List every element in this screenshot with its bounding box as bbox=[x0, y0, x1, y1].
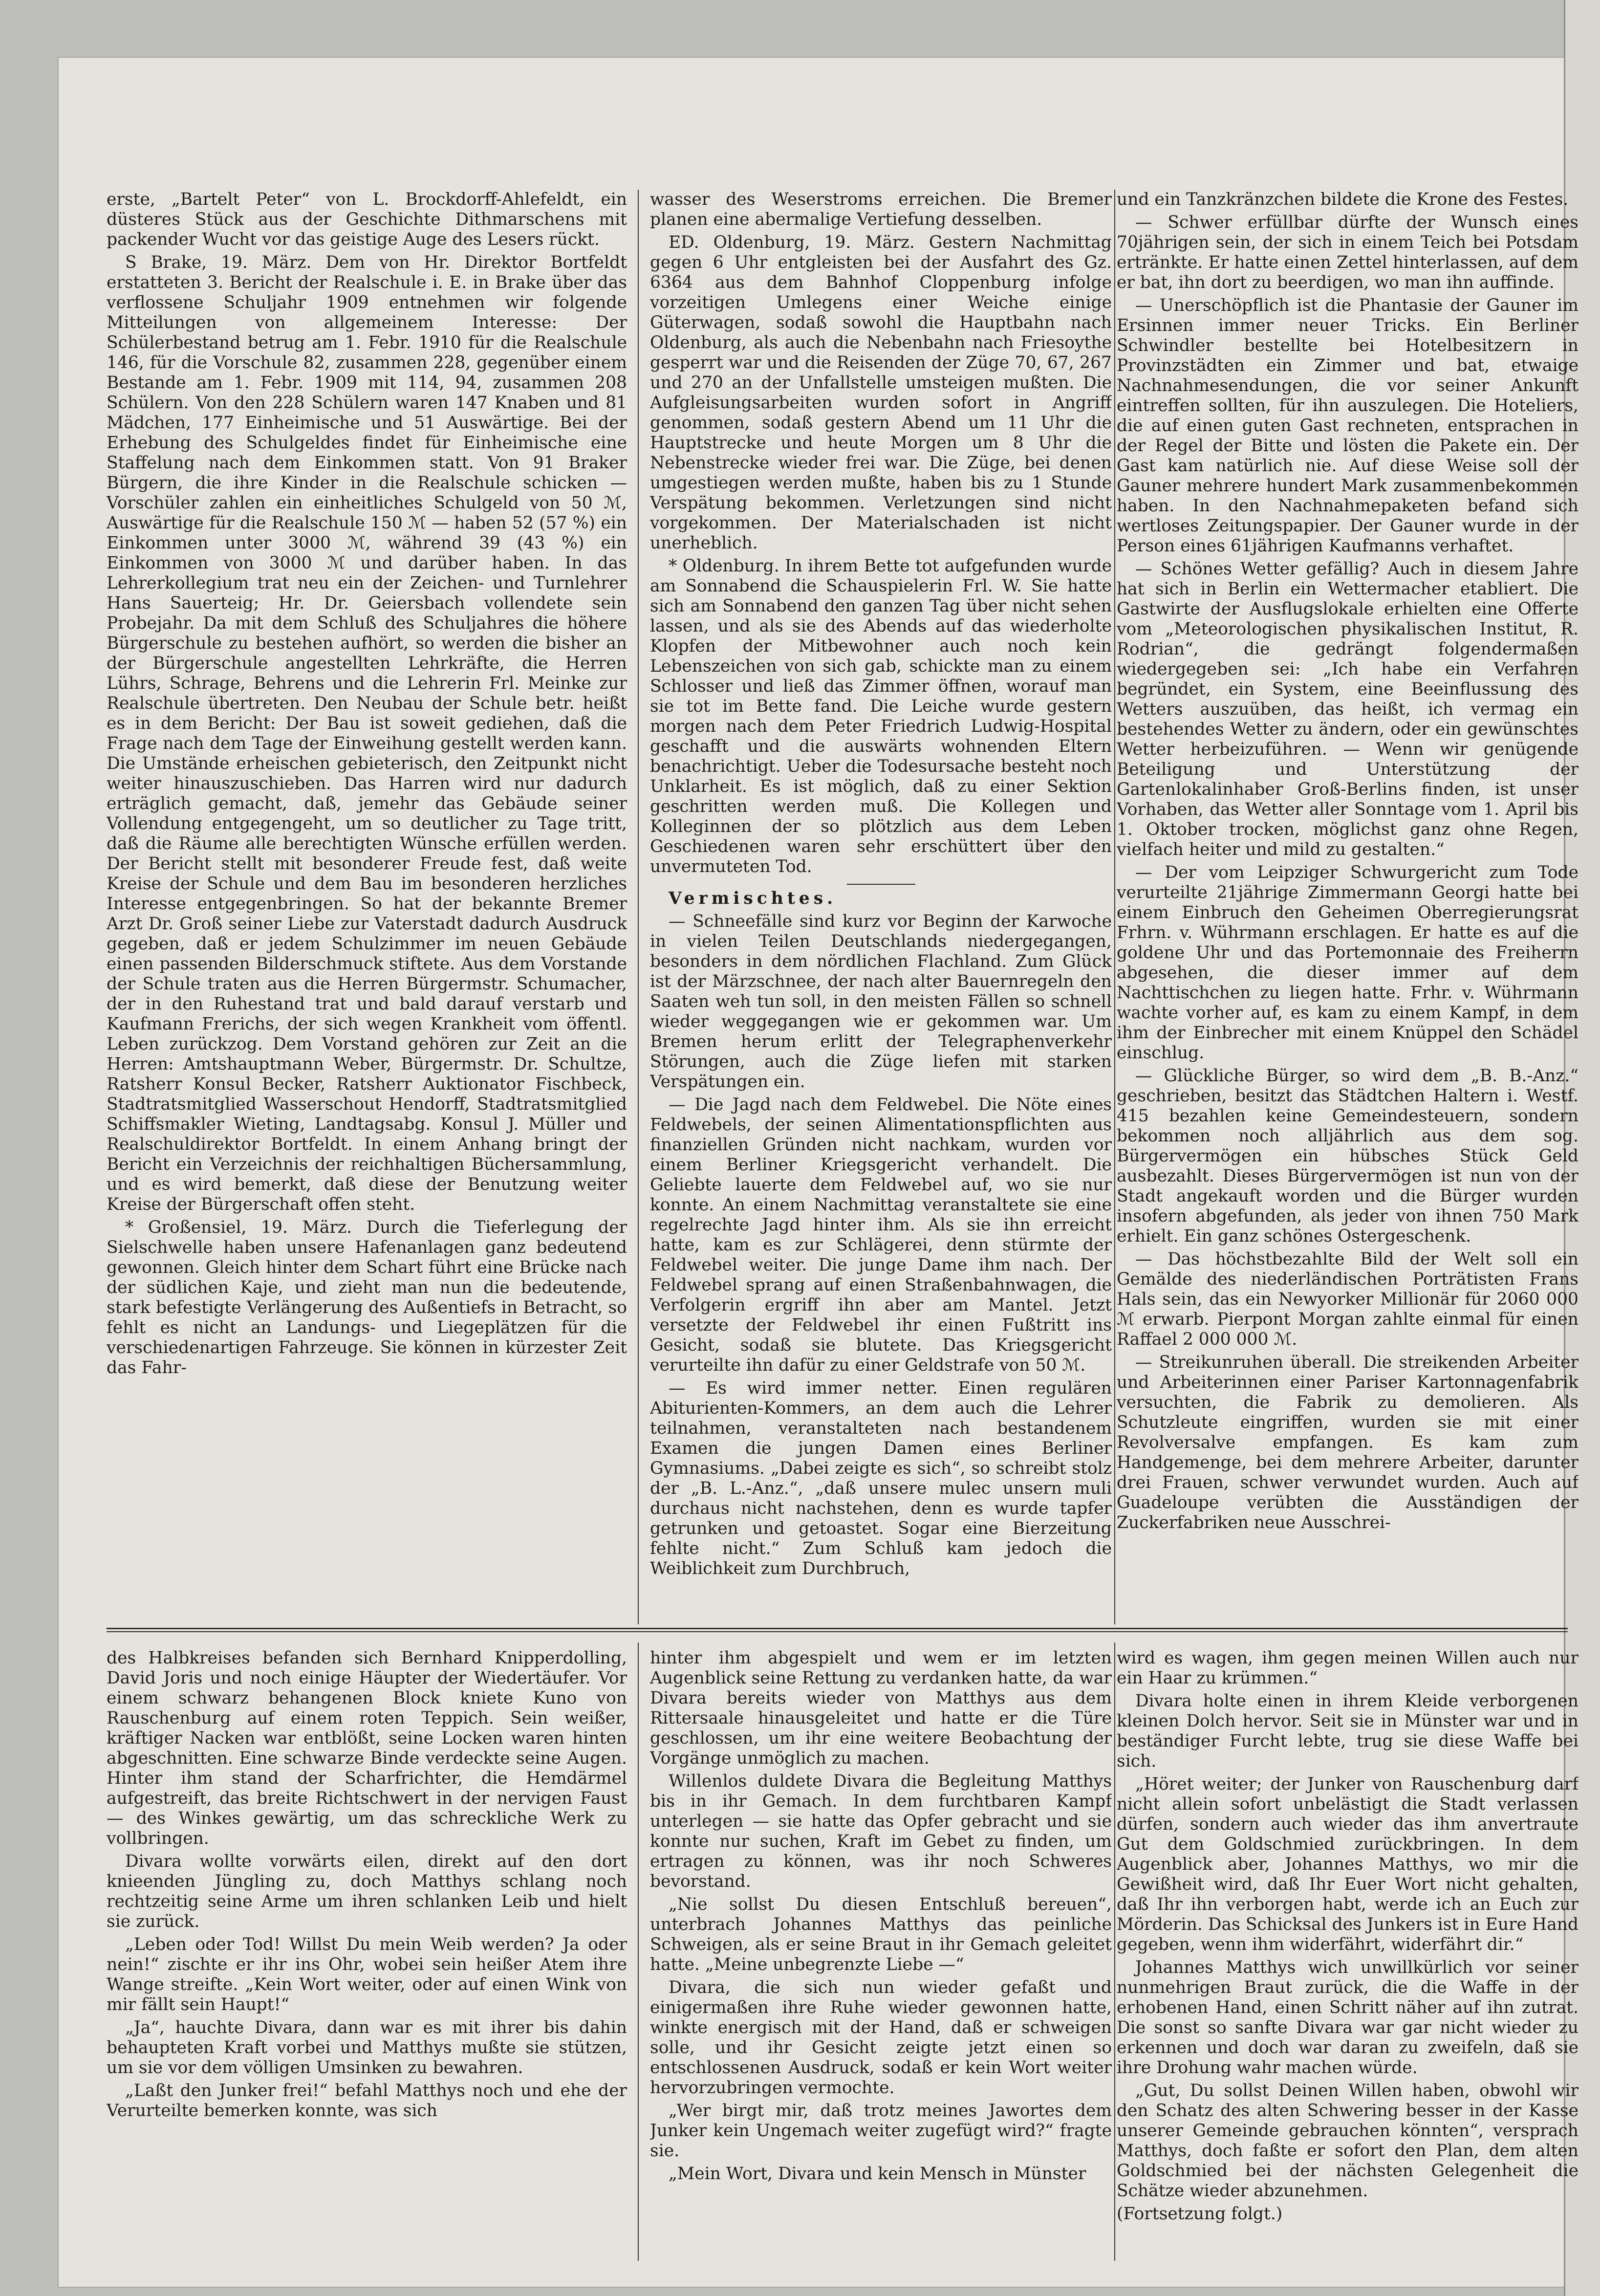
paragraph: Johannes Matthys wich unwillkürlich vor seiner nunmehrigen Braut zurück, die die Waffe in der erhobenen Hand, einen Schritt näher auf ihn zutrat. Die sonst so sanfte Divara war gar nicht wieder zu erkennen und doch war daran zu zweifeln, daß sie ihre Drohung wahr machen würde. bbox=[1117, 1958, 1578, 2077]
paragraph: wasser des Weserstroms erreichen. Die Bremer planen eine abermalige Vertiefung desselben. bbox=[650, 190, 1112, 229]
paragraph: des Halbkreises befanden sich Bernhard Knipperdolling, David Joris und noch einige Häupter der Wiedertäufer. Vor einem schwarz behangenen Block kniete Kuno von Rauschenburg auf einem roten Teppich. Sein weißer, kräftiger Nacken war entblößt, seine Locken waren hinten abgeschnitten. Eine schwarze Binde verdeckte seine Augen. Hinter ihm stand der Scharfrichter, die Hemdärmel aufgestreift, das breite Richtschwert in der nervigen Faust — des Winkes gewärtig, um das schreckliche Werk zu vollbringen. bbox=[107, 1648, 627, 1848]
paragraph: „Leben oder Tod! Willst Du mein Weib werden? Ja oder nein!“ zischte er ihr ins Ohr, wobei sein heißer Atem ihre Wange streifte. „Kein Wort weiter, oder auf einen Wink von mir fällt sein Haupt!“ bbox=[107, 1935, 627, 2014]
paragraph: Divara wollte vorwärts eilen, direkt auf den dort knieenden Jüngling zu, doch Matthys schlang noch rechtzeitig seine Arme um ihren schlanken Leib und hielt sie zurück. bbox=[107, 1852, 627, 1931]
paragraph: — Glückliche Bürger, so wird dem „B. B.-Anz.“ geschrieben, besitzt das Städtchen Haltern i. Westf. 415 bezahlen keine Gemeindesteuern, sondern bekommen noch alljährlich aus dem sog. Bürgervermögen ein hübsches Stück Geld ausbezahlt. Dieses Bürgervermögen ist nun von der Stadt angekauft worden und die Bürger wurden insofern abgefunden, als jeder von ihnen 750 Mark erhielt. Ein ganz schönes Ostergeschenk. bbox=[1117, 1066, 1578, 1246]
paragraph: „Höret weiter; der Junker von Rauschenburg darf nicht allein sofort unbelästigt die Stadt verlassen dürfen, sondern auch wieder das ihm anvertraute Gut dem Goldschmied zurückbringen. In dem Augenblick aber, Johannes Matthys, wo mir die Gewißheit wird, daß Ihr Euer Wort nicht gehalten, daß Ihr ihn verborgen habt, werde ich an Euch zur Mörderin. Das Schicksal des Junkers ist in Eure Hand gegeben, wenn ihm widerfährt, widerfährt dir.“ bbox=[1117, 1774, 1578, 1954]
paragraph: — Das höchstbezahlte Bild der Welt soll ein Gemälde des niederländischen Porträtisten Frans Hals sein, das ein Newyorker Millionär für 2060 000 ℳ erwarb. Pierpont Morgan zahlte einmal für einen Raffael 2 000 000 ℳ. bbox=[1117, 1249, 1578, 1349]
paragraph: S Brake, 19. März. Dem von Hr. Direktor Bortfeldt erstatteten 3. Bericht der Realschule i. E. in Brake über das verflossene Schuljahr 1909 entnehmen wir folgende Mitteilungen von allgemeinem Interesse: Der Schülerbestand betrug am 1. Febr. 1910 für die Realschule 146, für die Vorschule 82, zusammen 228, gegenüber einem Bestande am 1. Febr. 1909 mit 114, 94, zusammen 208 Schülern. Von den 228 Schülern waren 147 Knaben und 81 Mädchen, 177 Einheimische und 51 Auswärtige. Bei der Erhebung des Schulgeldes findet für Einheimische eine Staffelung nach dem Einkommen statt. Von 91 Braker Bürgern, die ihre Kinder in die Realschule schicken — Vorschüler zahlen ein einheitliches Schulgeld von 50 ℳ, Auswärtige für die Realschule 150 ℳ — haben 52 (57 %) ein Einkommen unter 3000 ℳ, während 39 (43 %) ein Einkommen von 3000 ℳ und darüber haben. In das Lehrerkollegium trat neu ein der Zeichen- und Turnlehrer Hans Sauerteig; Hr. Dr. Geiersbach vollendete sein Probejahr. Da mit dem Schluß des Schuljahres die höhere Bürgerschule zu bestehen aufhört, so werden die bisher an der Bürgerschule angestellten Lehrkräfte, die Herren Lührs, Schrage, Behrens und die Lehrerin Frl. Meinke zur Realschule übertreten. Den Neubau der Schule betr. heißt es in dem Bericht: Der Bau ist soweit gediehen, daß die Frage nach dem Tage der Einweihung gestellt werden kann. Die Umstände erheischen gebieterisch, den Zeitpunkt nicht weiter hinauszuschieben. Das Harren wird nur dadurch erträglich gemacht, daß, jemehr das Gebäude seiner Vollendung entgegengeht, um so deutlicher zu Tage tritt, daß die Räume alle berechtigten Wünsche erfüllen werden. Der Bericht stellt mit besonderer Freude fest, daß weite Kreise der Schule und dem Bau im besonderen herzliches Interesse entgegenbringen. So hat der bekannte Bremer Arzt Dr. Groß seiner Liebe zur Vaterstadt dadurch Ausdruck gegeben, daß er jedem Schulzimmer im neuen Gebäude einen passenden Bilderschmuck stiftete. Aus dem Vorstande der Schule traten aus die Herren Bürgermstr. Schumacher, der in den Ruhestand trat und bald darauf verstarb und Kaufmann Frerichs, der sich wegen Krankheit vom öffentl. Leben zurückzog. Dem Vorstand gehören zur Zeit an die Herren: Amtshauptmann Weber, Bürgermstr. Dr. Schultze, Ratsherr Konsul Becker, Ratsherr Auktionator Fischbeck, Stadtratsmitglied Wasserschout Hendorff, Stadtratsmitglied Schiffsmakler Wieting, Landtagsabg. Konsul J. Müller und Realschuldirektor Bortfeldt. In einem Anhang bringt der Bericht ein Verzeichnis der reichhaltigen Büchersammlung, und es wird bemerkt, daß diese der Benutzung weiter Kreise der Bürgerschaft offen steht. bbox=[107, 253, 627, 1214]
column-rule bbox=[638, 1642, 639, 2261]
paragraph: — Schneefälle sind kurz vor Beginn der Karwoche in vielen Teilen Deutschlands niedergegangen, besonders in dem nördlichen Flachland. Zum Glück ist der Märzschnee, der nach alter Bauernregeln den Saaten weh tun soll, in den meisten Fällen so schnell wieder weggegangen wie er gekommen war. Um Bremen herum erlitt der Telegraphenverkehr Störungen, auch die Züge liefen mit starken Verspätungen ein. bbox=[650, 912, 1112, 1092]
paragraph: — Die Jagd nach dem Feldwebel. Die Nöte eines Feldwebels, der seinen Alimentationspflichten aus finanziellen Gründen nicht nachkam, wurden vor einem Berliner Kriegsgericht verhandelt. Die Geliebte lauerte dem Feldwebel auf, wo sie nur konnte. An einem Nachmittag veranstaltete sie eine regelrechte Jagd hinter ihm. Als sie ihn erreicht hatte, kam es zur Schlägerei, denn stürmte der Feldwebel weiter. Die junge Dame ihm nach. Der Feldwebel sprang auf einen Straßenbahnwagen, die Verfolgerin ergriff ihn aber am Mantel. Jetzt versetzte der Feldwebel ihr einen Fußtritt ins Gesicht, sodaß sie blutete. Das Kriegsgericht verurteilte ihn dafür zu einer Geldstrafe von 50 ℳ. bbox=[650, 1095, 1112, 1375]
paragraph: wird es wagen, ihm gegen meinen Willen auch nur ein Haar zu krümmen.“ bbox=[1117, 1648, 1578, 1688]
feuilleton-column-3 bbox=[1117, 1648, 1578, 2259]
paragraph: „Laßt den Junker frei!“ befahl Matthys noch und ehe der Verurteilte bemerken konnte, was sich bbox=[107, 2081, 627, 2121]
feuilleton-column-1 bbox=[107, 1648, 627, 2259]
paragraph: „Mein Wort, Divara und kein Mensch in Münster bbox=[669, 2164, 1086, 2184]
section-separator bbox=[847, 884, 915, 885]
paragraph: Divara holte einen in ihrem Kleide verborgenen kleinen Dolch hervor. Seit sie in Münster war und in beständiger Furcht lebte, trug sie diese Waffe bei sich. bbox=[1117, 1691, 1578, 1771]
paragraph: erste, „Bartelt Peter“ von L. Brockdorff-Ahlefeldt, ein düsteres Stück aus der Geschichte Dithmarschens mit packender Wucht vor das geistige Auge des Lesers rückt. bbox=[107, 190, 627, 249]
paragraph: — Streikunruhen überall. Die streikenden Arbeiter und Arbeiterinnen einer Pariser Kartonnagenfabrik versuchten, die Fabrik zu demolieren. Als Schutzleute eingriffen, wurden sie mit einer Revolversalve empfangen. Es kam zum Handgemenge, bei dem mehrere Arbeiter, darunter drei Frauen, schwer verwundet wurden. Auch auf Guadeloupe verübten die Ausständigen der Zuckerfabriken neue Ausschrei- bbox=[1117, 1353, 1578, 1532]
column-rule bbox=[638, 190, 639, 1624]
continuation-note: (Fortsetzung folgt.) bbox=[1117, 2204, 1283, 2224]
paragraph: hinter ihm abgespielt und wem er im letzten Augenblick seine Rettung zu verdanken hatte, da war Divara bereits wieder von Matthys aus dem Rittersaale hinausgeleitet und hatte er die Türe geschlossen, um ihr eine weitere Beobachtung der Vorgänge unmöglich zu machen. bbox=[650, 1648, 1112, 1768]
news-column-2 bbox=[650, 190, 1112, 1622]
paragraph: — Schwer erfüllbar dürfte der Wunsch eines 70jährigen sein, der sich in einem Teich bei Potsdam ertränkte. Er hatte einen Zettel hinterlassen, auf dem er bat, ihn dort zu beerdigen, wo man ihn auffinde. bbox=[1117, 213, 1578, 292]
column-rule bbox=[1114, 1642, 1115, 2261]
feuilleton-rule bbox=[107, 1631, 1568, 1632]
paragraph: Divara, die sich nun wieder gefaßt und einigermaßen ihre Ruhe wieder gewonnen hatte, winkte energisch mit der Hand, daß er schweigen solle, und ihr Gesicht zeigte jetzt einen so entschlossenen Ausdruck, sodaß er kein Wort weiter hervorzubringen vermochte. bbox=[650, 1978, 1112, 2098]
paragraph: — Unerschöpflich ist die Phantasie der Gauner im Ersinnen immer neuer Tricks. Ein Berliner Schwindler bestellte bei Hotelbesitzern in Provinzstädten ein Zimmer und bat, etwaige Nachnahmesendungen, die vor seiner Ankunft eintreffen sollten, für ihn auszulegen. Die Hoteliers, die auf einen guten Gast rechneten, entsprachen in der Regel der Bitte und lösten die Pakete ein. Der Gast kam natürlich nie. Auf diese Weise soll der Gauner mehrere hundert Mark zusammenbekommen haben. In den Nachnahmepaketen befand sich wertloses Zeitungspapier. Der Gauner wurde in der Person eines 61jährigen Kaufmanns verhaftet. bbox=[1117, 296, 1578, 556]
news-column-3 bbox=[1117, 190, 1578, 1622]
feuilleton-column-2 bbox=[650, 1648, 1112, 2259]
paragraph: Willenlos duldete Divara die Begleitung Matthys bis in ihr Gemach. In dem furchtbaren Kampf unterlegen — sie hatte das Opfer gebracht und sie konnte nur suchen, Kraft im Gebet zu finden, um ertragen zu können, was ihr noch Schweres bevorstand. bbox=[650, 1771, 1112, 1891]
paragraph: „Gut, Du sollst Deinen Willen haben, obwohl wir den Schatz des alten Schwering besser in der Kasse unserer Gemeinde gebrauchen könnten“, versprach Matthys, doch faßte er sofort den Plan, dem alten Goldschmied bei der nächsten Gelegenheit die Schätze wieder abzunehmen. bbox=[1117, 2081, 1578, 2201]
paragraph: * Großensiel, 19. März. Durch die Tieferlegung der Sielschwelle haben unsere Hafenanlagen ganz bedeutend gewonnen. Gleich hinter dem Schart führt eine Brücke nach der südlichen Kaje, und zieht man nun die bedeutende, stark befestigte Verlängerung des Außentiefs in Betracht, so fehlt es nicht an Landungs- und Liegeplätzen für die verschiedenartigen Fahrzeuge. Sie können in kürzester Zeit das Fahr- bbox=[107, 1218, 627, 1378]
paragraph: „Ja“, hauchte Divara, dann war es mit ihrer bis dahin behaupteten Kraft vorbei und Matthys mußte sie stützen, um sie vor dem völligen Umsinken zu bewahren. bbox=[107, 2018, 627, 2077]
paragraph: ED. Oldenburg, 19. März. Gestern Nachmittag gegen 6 Uhr entgleisten bei der Ausfahrt des Gz. 6364 aus dem Bahnhof Cloppenburg infolge vorzeitigen Umlegens einer Weiche einige Güterwagen, sodaß sowohl die Hauptbahn nach Oldenburg, als auch die Nebenbahn nach Friesoythe gesperrt war und die Reisenden der Züge 70, 67, 267 und 270 an der Unfallstelle umsteigen mußten. Die Aufgleisungsarbeiten wurden sofort in Angriff genommen, sodaß gestern Abend um 11 Uhr die Hauptstrecke und heute Morgen um 8 Uhr die Nebenstrecke wieder frei war. Die Züge, bei denen umgestiegen werden mußte, haben bis zu 1 Stunde Verspätung bekommen. Verletzungen sind nicht vorgekommen. Der Materialschaden ist nicht unerheblich. bbox=[650, 233, 1112, 553]
paragraph: — Es wird immer netter. Einen regulären Abiturienten-Kommers, an dem auch die Lehrer teilnahmen, veranstalteten nach bestandenem Examen die jungen Damen eines Berliner Gymnasiums. „Dabei zeigte es sich“, so schreibt stolz der „B. L.-Anz.“, „daß unsere mulec unsern muli durchaus nicht nachstehen, denn es wurde tapfer getrunken und getoastet. Sogar eine Bierzeitung fehlte nicht.“ Zum Schluß kam jedoch die Weiblichkeit zum Durchbruch, bbox=[650, 1378, 1112, 1578]
paragraph: und ein Tanzkränzchen bildete die Krone des Festes. bbox=[1117, 190, 1569, 209]
section-heading: Vermischtes. bbox=[669, 889, 837, 908]
feuilleton-rule bbox=[107, 1628, 1568, 1629]
paragraph: * Oldenburg. In ihrem Bette tot aufgefunden wurde am Sonnabend die Schauspielerin Frl. W. Sie hatte sich am Sonnabend den ganzen Tag über nicht sehen lassen, und als sie des Abends auf das wiederholte Klopfen der Mitbewohner auch noch kein Lebenszeichen von sich gab, schickte man zu einem Schlosser und ließ das Zimmer öffnen, worauf man sie tot im Bette fand. Die Leiche wurde gestern morgen nach dem Peter Friedrich Ludwig-Hospital geschafft und die auswärts wohnenden Eltern benachrichtigt. Ueber die Todesursache besteht noch Unklarheit. Es ist möglich, daß zu einer Sektion geschritten werden muß. Die Kollegen und Kolleginnen der so plötzlich aus dem Leben Geschiedenen waren sehr erschüttert über den unvermuteten Tod. bbox=[650, 556, 1112, 876]
paragraph: — Der vom Leipziger Schwurgericht zum Tode verurteilte 21jährige Zimmermann Georgi hatte bei einem Einbruch den Geheimen Oberregierungsrat Frhrn. v. Wührmann erschlagen. Er hatte es auf die goldene Uhr und das Portemonnaie des Freiherrn abgesehen, die dieser immer auf dem Nachttischchen zu liegen hatte. Frhr. v. Wührmann wachte vorher auf, es kam zu einem Kampf, in dem ihm der Einbrecher mit einem Knüppel den Schädel einschlug. bbox=[1117, 863, 1578, 1063]
paragraph: — Schönes Wetter gefällig? Auch in diesem Jahre hat sich in Berlin ein Wettermacher etabliert. Die Gastwirte der Ausflugslokale erhielten eine Offerte vom „Meteorologischen physikalischen Institut, R. Rodrian“, die gedrängt folgendermaßen wiedergegeben sei: „Ich habe ein Verfahren begründet, ein System, eine Beeinflussung des Wetters auszuüben, das heißt, ich vermag ein bestehendes Wetter zu ändern, oder ein gewünschtes Wetter herbeizuführen. — Wenn wir genügende Beteiligung und Unterstützung der Gartenlokalinhaber Groß-Berlins finden, ist unser Vorhaben, das Wetter aller Sonntage vom 1. April bis 1. Oktober trocken, möglichst ganz ohne Regen, vielfach heiter und mild zu gestalten.“ bbox=[1117, 559, 1578, 859]
paragraph: „Nie sollst Du diesen Entschluß bereuen“, unterbrach Johannes Matthys das peinliche Schweigen, als er seine Braut in ihr Gemach geleitet hatte. „Meine unbegrenzte Liebe —“ bbox=[650, 1895, 1112, 1974]
news-column-1 bbox=[107, 190, 627, 1622]
column-rule bbox=[1114, 190, 1115, 1624]
paragraph: „Wer birgt mir, daß trotz meines Jawortes dem Junker kein Ungemach weiter zugefügt wird?“ fragte sie. bbox=[650, 2101, 1112, 2161]
